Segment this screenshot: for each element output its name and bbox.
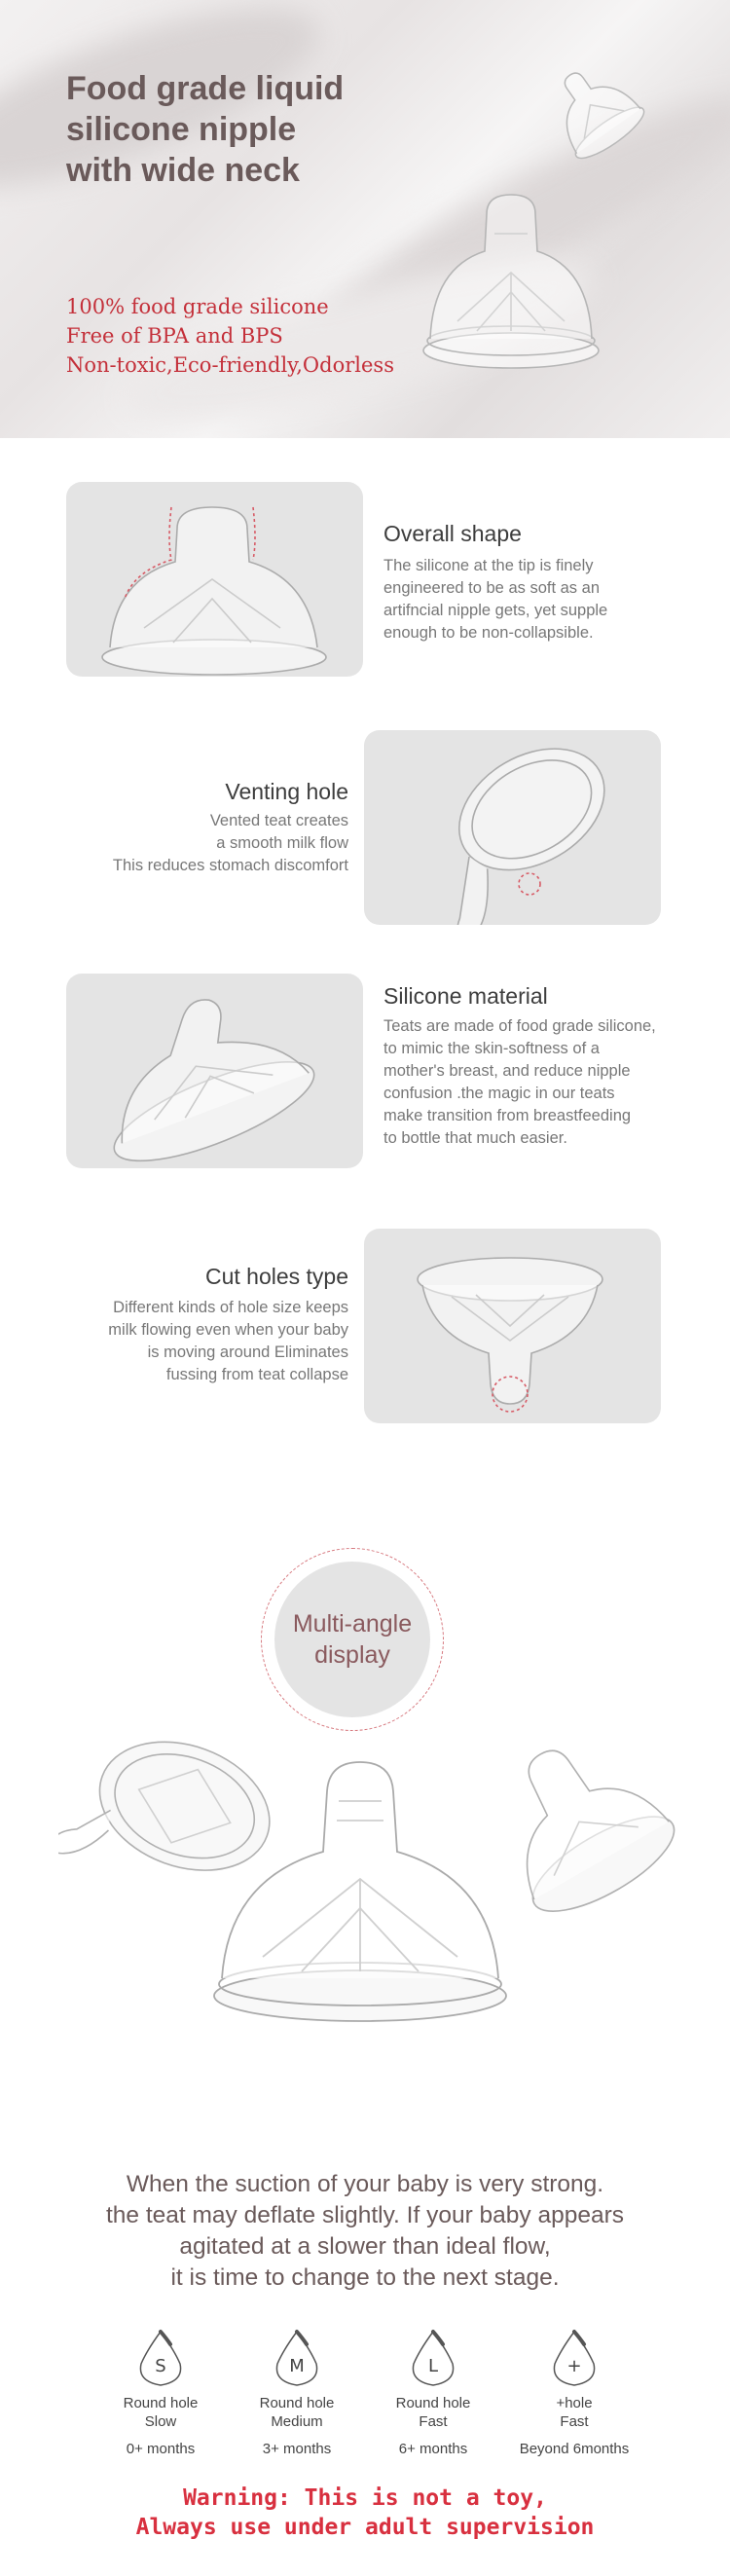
- multi-angle-nipples-image: [58, 1723, 681, 2044]
- desc-line: mother's breast, and reduce nipple: [383, 1062, 631, 1080]
- desc-line: enough to be non-collapsible.: [383, 624, 594, 642]
- size-speed: Fast: [560, 2413, 589, 2430]
- size-option-m: [224, 2329, 370, 2457]
- drop-icon: [549, 2329, 600, 2389]
- size-speed: Medium: [271, 2413, 323, 2430]
- size-age: 0+ months: [126, 2441, 196, 2457]
- size-options: [88, 2329, 652, 2465]
- statement-line: it is time to change to the next stage.: [170, 2264, 560, 2291]
- size-option-l: [360, 2329, 506, 2457]
- venting-hole-image-card: [364, 730, 661, 925]
- desc-line: engineered to be as soft as an: [383, 579, 600, 597]
- warning-line: Always use under adult supervision: [135, 2515, 595, 2540]
- hero-banner: [0, 0, 730, 438]
- hero-feature: 100% food grade silicone: [66, 295, 329, 318]
- hero-feature: Free of BPA and BPS: [66, 324, 283, 348]
- feature-desc-overall-shape: [383, 555, 607, 644]
- desc-line: The silicone at the tip is finely: [383, 557, 594, 574]
- silicone-material-image-card: [66, 974, 363, 1168]
- desc-line: confusion .the magic in our teats: [383, 1085, 615, 1102]
- cut-holes-image-card: [364, 1229, 661, 1423]
- nipple-vent-image: [364, 730, 661, 925]
- warning-line: Warning: This is not a toy,: [183, 2485, 547, 2511]
- statement-line: the teat may deflate slightly. If your baby appears: [105, 2202, 625, 2228]
- feature-title-silicone-material: Silicone material: [383, 983, 548, 1009]
- size-symbol: L: [427, 2356, 439, 2376]
- size-speed: Fast: [419, 2413, 448, 2430]
- drop-icon: [408, 2329, 458, 2389]
- desc-line: fussing from teat collapse: [165, 1366, 348, 1383]
- size-symbol: S: [155, 2356, 166, 2376]
- overall-shape-image-card: [66, 482, 363, 677]
- badge-line: display: [314, 1641, 390, 1669]
- feature-desc-venting-hole: [39, 810, 348, 877]
- desc-line: This reduces stomach discomfort: [112, 857, 348, 874]
- size-label: Round hole: [259, 2395, 335, 2411]
- feature-title-venting-hole: Venting hole: [225, 779, 348, 804]
- size-speed: Slow: [144, 2413, 177, 2430]
- drop-icon: [135, 2329, 186, 2389]
- flow-statement: [0, 2169, 730, 2294]
- feature-desc-silicone-material: [383, 1015, 656, 1150]
- desc-line: a smooth milk flow: [216, 834, 348, 852]
- size-label: Round hole: [123, 2395, 199, 2411]
- desc-line: Vented teat creates: [209, 812, 348, 829]
- nipple-large-image: [419, 175, 603, 380]
- drop-icon: [272, 2329, 322, 2389]
- size-label: Round hole: [395, 2395, 471, 2411]
- feature-title-cut-holes: Cut holes type: [204, 1264, 348, 1289]
- desc-line: to bottle that much easier.: [383, 1129, 567, 1147]
- size-age: 3+ months: [262, 2441, 332, 2457]
- desc-line: milk flowing even when your baby: [108, 1321, 348, 1339]
- statement-line: agitated at a slower than ideal flow,: [179, 2233, 551, 2260]
- safety-warning: [0, 2484, 730, 2542]
- hero-title-line: with wide neck: [66, 152, 300, 189]
- hero-title: [66, 68, 397, 191]
- nipple-cut-hole-image: [364, 1229, 661, 1423]
- nipple-shape-image: [66, 482, 363, 677]
- hero-features: [66, 292, 394, 380]
- badge-line: Multi-angle: [292, 1610, 413, 1638]
- desc-line: is moving around Eliminates: [147, 1343, 348, 1361]
- desc-line: to mimic the skin-softness of a: [383, 1040, 600, 1057]
- hero-feature: Non-toxic,Eco-friendly,Odorless: [66, 353, 394, 377]
- size-option-plus: [501, 2329, 647, 2457]
- feature-desc-cut-holes: [39, 1297, 348, 1386]
- size-label: +hole: [556, 2395, 593, 2411]
- size-age: Beyond 6months: [519, 2441, 630, 2457]
- desc-line: artifncial nipple gets, yet supple: [383, 602, 608, 619]
- size-symbol: +: [566, 2356, 582, 2376]
- size-symbol: M: [289, 2356, 305, 2376]
- hero-title-line: silicone nipple: [66, 111, 297, 148]
- size-age: 6+ months: [398, 2441, 468, 2457]
- desc-line: Different kinds of hole size keeps: [113, 1299, 348, 1316]
- multi-angle-badge: [274, 1562, 430, 1717]
- desc-line: make transition from breastfeeding: [383, 1107, 632, 1124]
- statement-line: When the suction of your baby is very strong.: [126, 2171, 604, 2197]
- hero-title-line: Food grade liquid: [66, 70, 345, 107]
- feature-title-overall-shape: Overall shape: [383, 521, 522, 546]
- size-option-s: [88, 2329, 234, 2457]
- nipple-small-image: [545, 58, 652, 175]
- desc-line: Teats are made of food grade silicone,: [383, 1017, 656, 1035]
- nipple-material-image: [66, 974, 363, 1168]
